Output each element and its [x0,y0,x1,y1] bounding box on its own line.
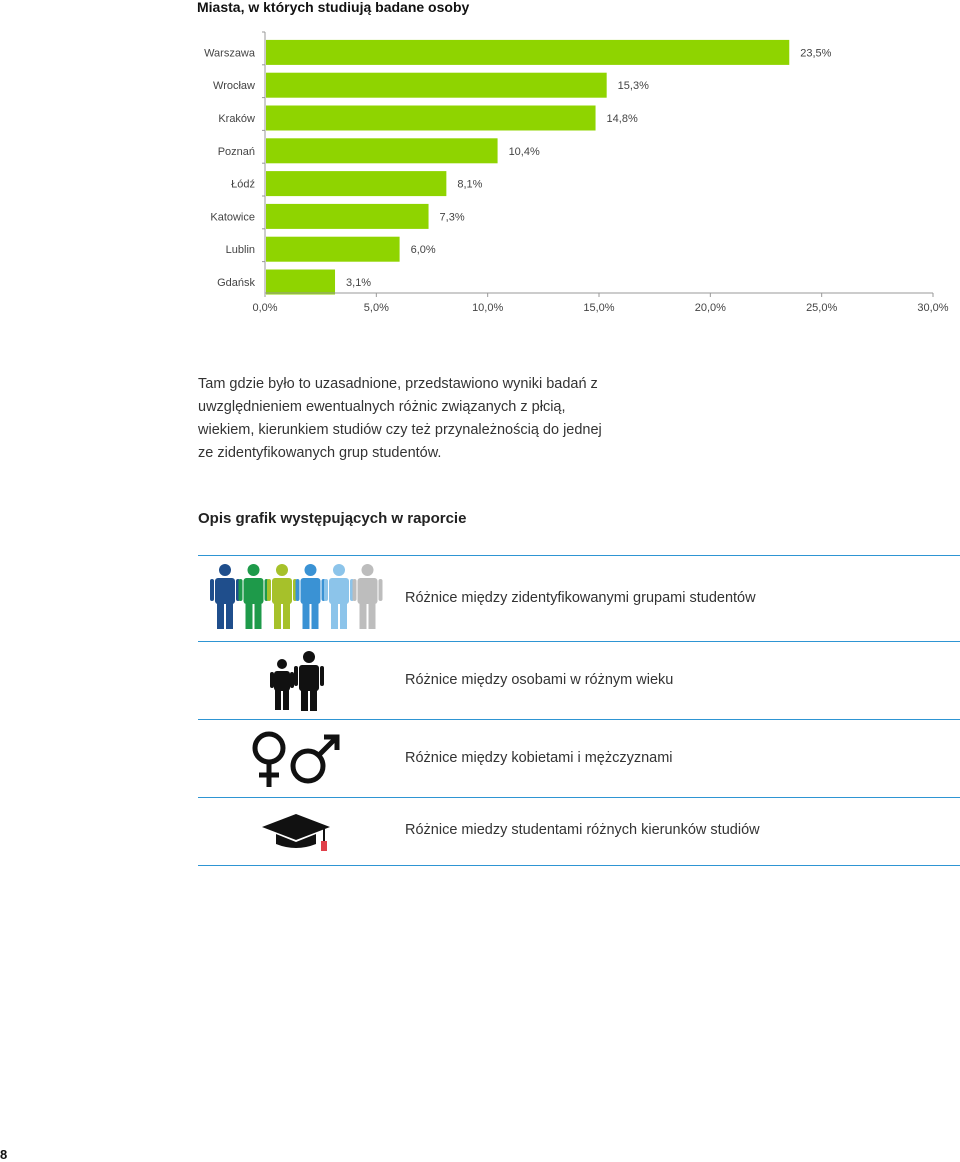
person-figure [324,564,354,629]
legend-label-fields: Różnice miedzy studentami różnych kierunków studiów [405,822,760,838]
bar [266,73,607,98]
bar [266,106,596,131]
value-label: 7,3% [439,211,465,224]
divider-rule [198,719,960,720]
category-label: Gdańsk [217,277,255,289]
divider-rule [198,865,960,866]
gender-symbols-icon [250,730,346,790]
value-label: 8,1% [457,178,483,191]
x-tick-label: 30,0% [917,302,949,314]
bar [266,138,498,163]
value-label: 6,0% [410,244,436,257]
person-figure [353,564,383,629]
bar [266,40,789,65]
category-label: Warszawa [204,47,255,60]
x-tick-label: 10,0% [472,302,504,314]
intro-paragraph: Tam gdzie było to uzasadnione, przedstawiono wyniki badań z uwzględnieniem ewentualnych różnic związanych z płcią, wiekiem, kierunkiem studiów czy też przynależnością do jednej ze zidentyfikowanych grup studentów. [198,376,602,461]
graduation-cap-icon [260,812,332,854]
page-number: 8 [0,1147,8,1162]
x-tick-label: 25,0% [806,302,838,314]
divider-rule [198,641,960,642]
bar [266,237,400,262]
category-label: Katowice [210,211,255,224]
chart-heading: Miasta, w których studiują badane osoby [197,0,470,15]
bar [266,270,335,295]
value-label: 10,4% [508,145,540,158]
x-tick-label: 20,0% [694,302,726,314]
category-label: Poznań [217,145,255,158]
divider-rule [198,797,960,798]
category-label: Łódź [231,178,255,191]
bar [266,171,446,196]
value-label: 3,1% [346,277,372,289]
two-persons-icon [268,650,324,712]
value-label: 23,5% [800,47,832,60]
legend-label-age: Różnice między osobami w różnym wieku [405,672,674,688]
person-figure [296,564,326,629]
legend-label-groups: Różnice między zidentyfikowanymi grupami studentów [405,590,756,606]
person-figure [239,564,269,629]
city-bar-chart [0,0,960,320]
category-label: Kraków [218,113,255,125]
divider-rule [198,555,960,556]
value-label: 15,3% [617,80,649,93]
section-title: Opis grafik występujących w raporcie [198,510,467,527]
value-label: 14,8% [606,113,638,125]
legend-label-gender: Różnice między kobietami i mężczyznami [405,750,673,766]
x-tick-label: 5,0% [363,302,389,314]
person-figure [267,564,297,629]
person-figure [210,564,240,629]
x-tick-label: 0,0% [252,302,278,314]
bar [266,204,429,229]
people-group-icon [208,563,384,631]
x-tick-label: 15,0% [583,302,615,314]
category-label: Lublin [225,244,255,257]
category-label: Wrocław [213,80,255,93]
